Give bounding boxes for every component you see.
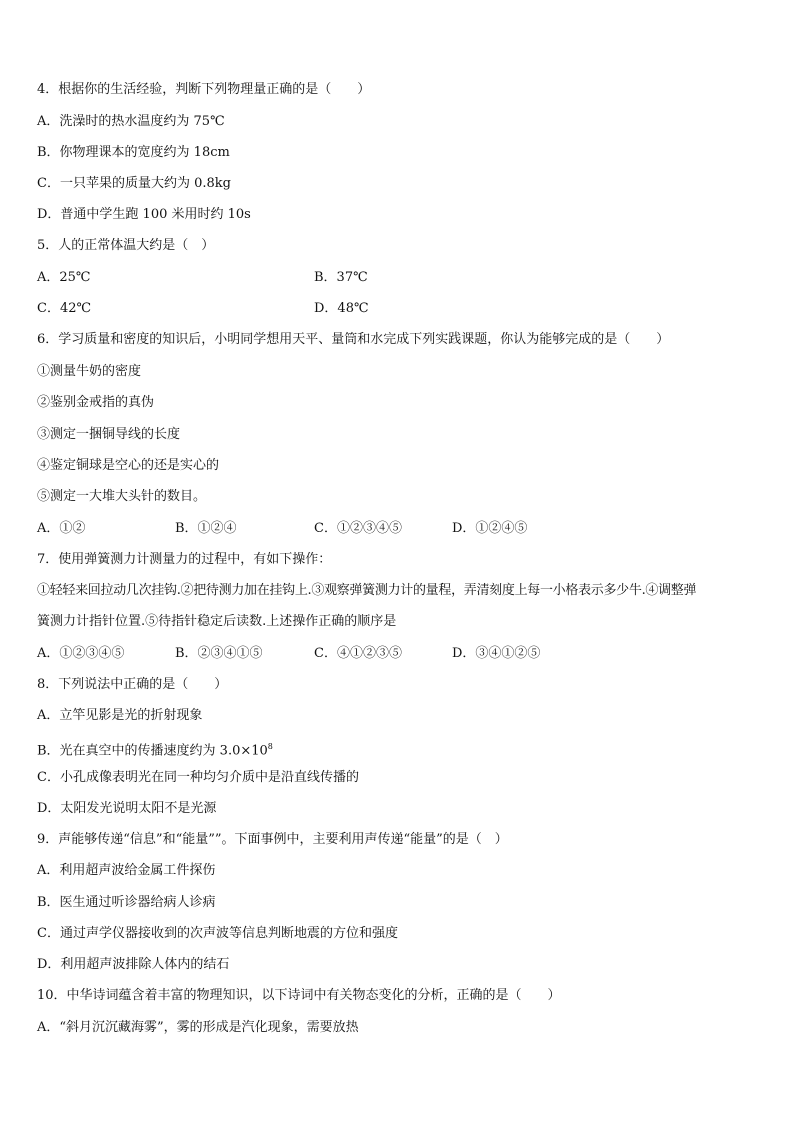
q5-option-d: D．48℃ — [314, 301, 369, 316]
q5-option-c: C．42℃ — [37, 301, 92, 316]
q8-option-b — [37, 737, 764, 761]
q7-option-b: B．②③④①⑤ — [175, 646, 263, 661]
q4-option-d: D．普通中学生跑 100 米用时约 10s — [37, 207, 251, 222]
q7-option-a: A．①②③④⑤ — [37, 646, 125, 661]
q8-option-b-exponent: 8 — [267, 742, 273, 751]
q6-option-d: D．①②④⑤ — [452, 521, 528, 536]
q6-item-3: ③测定一捆铜导线的长度 — [37, 427, 181, 442]
q7-stem: 7．使用弹簧测力计测量力的过程中，有如下操作： — [37, 552, 332, 567]
q10-option-a: A．“斜月沉沉藏海雾”，雾的形成是汽化现象，需要放热 — [37, 1020, 359, 1035]
q9-option-c: C．通过声学仪器接收到的次声波等信息判断地震的方位和强度 — [37, 926, 398, 941]
q8-option-b-text: B．光在真空中的传播速度约为 3.0×10 — [37, 743, 268, 759]
q8-stem: 8．下列说法中正确的是（ ） — [37, 677, 228, 692]
q5-option-b: B．37℃ — [314, 270, 368, 285]
q6-option-b: B．①②④ — [175, 521, 237, 536]
q8-option-c: C．小孔成像表明光在同一种均匀介质中是沿直线传播的 — [37, 770, 359, 785]
q4-option-c: C．一只苹果的质量大约为 0.8kg — [37, 176, 231, 191]
q10-stem: 10．中华诗词蕴含着丰富的物理知识，以下诗词中有关物态变化的分析，正确的是（ ） — [37, 988, 561, 1003]
q9-stem: 9．声能够传递“信息”和“能量””。下面事例中，主要利用声传递“能量”的是（ ） — [37, 832, 508, 847]
q7-option-d: D．③④①②⑤ — [452, 646, 541, 661]
q9-option-d: D．利用超声波排除人体内的结石 — [37, 957, 230, 972]
q5-option-a: A．25℃ — [37, 270, 91, 285]
q7-body-line-2: 簧测力计指针位置.⑤待指针稳定后读数.上述操作正确的顺序是 — [37, 614, 397, 629]
q6-option-a: A．①② — [37, 521, 86, 536]
q6-option-c: C．①②③④⑤ — [314, 521, 402, 536]
q5-stem: 5．人的正常体温大约是（ ） — [37, 238, 215, 253]
q6-item-2: ②鉴别金戒指的真伪 — [37, 395, 155, 410]
q4-option-a: A．洗澡时的热水温度约为 75℃ — [37, 114, 225, 129]
q8-option-a: A．立竿见影是光的折射现象 — [37, 708, 203, 723]
q9-option-a: A．利用超声波给金属工件探伤 — [37, 863, 216, 878]
q4-option-b: B．你物理课本的宽度约为 18cm — [37, 145, 230, 160]
q4-stem: 4．根据你的生活经验，判断下列物理量正确的是（ ） — [37, 82, 371, 97]
q6-item-5: ⑤测定一大堆大头针的数目。 — [37, 489, 207, 504]
q6-stem: 6．学习质量和密度的知识后，小明同学想用天平、量筒和水完成下列实践课题，你认为能够完成的是（ ） — [37, 332, 670, 347]
q9-option-b: B．医生通过听诊器给病人诊病 — [37, 895, 216, 910]
q6-item-1: ①测量牛奶的密度 — [37, 364, 142, 379]
q7-option-c: C．④①②③⑤ — [314, 646, 402, 661]
q6-item-4: ④鉴定铜球是空心的还是实心的 — [37, 458, 220, 473]
q8-option-d: D．太阳发光说明太阳不是光源 — [37, 801, 217, 816]
q7-body-line-1: ①轻轻来回拉动几次挂钩.②把待测力加在挂钩上.③观察弹簧测力计的量程，弄清刻度上每一小格表示多少牛.④调整弹 — [37, 583, 697, 598]
